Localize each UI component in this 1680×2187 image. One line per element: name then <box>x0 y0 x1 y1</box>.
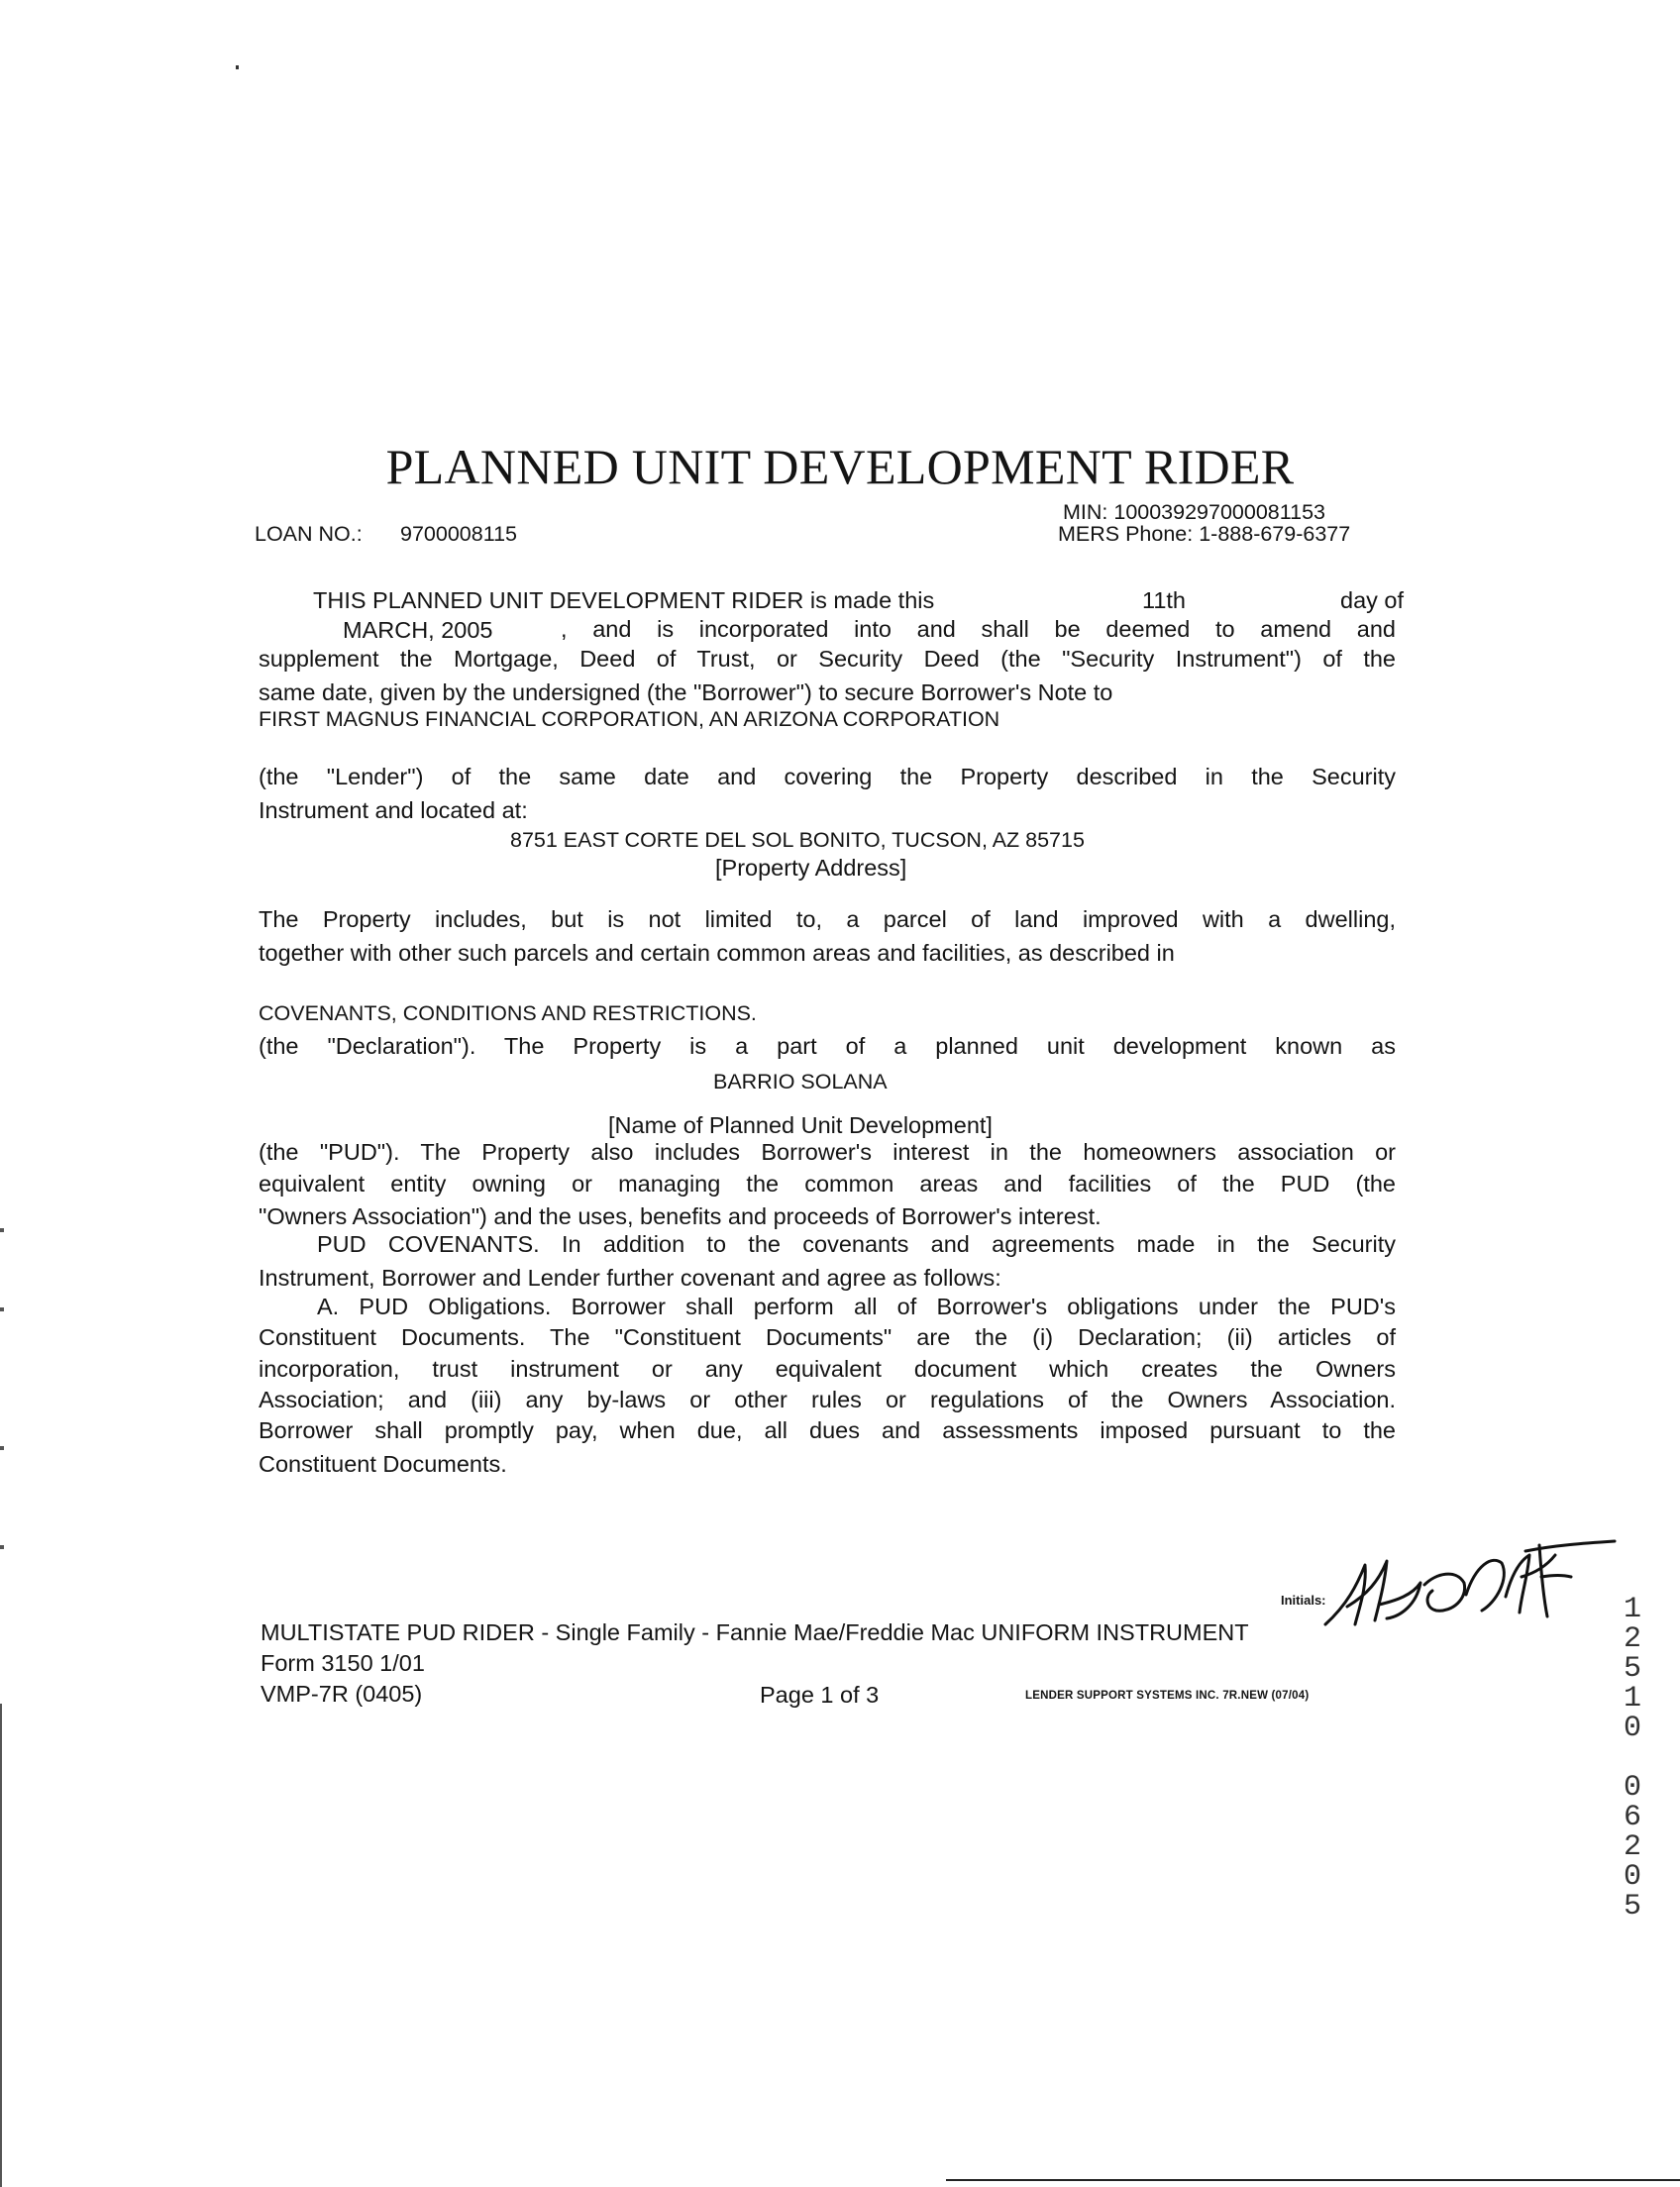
obligations-line-1: A. PUD Obligations. Borrower shall perform all of Borrower's obligations under the PUD's <box>317 1294 1396 1319</box>
scan-mark <box>0 1446 4 1450</box>
scan-bottom-line <box>946 2179 1680 2181</box>
footer-form: Form 3150 1/01 <box>261 1650 425 1676</box>
pud-name: BARRIO SOLANA <box>713 1070 888 1094</box>
property-address: 8751 EAST CORTE DEL SOL BONITO, TUCSON, AZ 85715 <box>510 828 1085 852</box>
intro-line-2: , and is incorporated into and shall be deemed to amend and <box>561 616 1396 642</box>
intro-line-3: supplement the Mortgage, Deed of Trust, or Security Deed (the "Security Instrument") of the <box>259 646 1396 672</box>
footer-instrument: MULTISTATE PUD RIDER - Single Family - Fannie Mae/Freddie Mac UNIFORM INSTRUMENT <box>261 1619 1249 1645</box>
includes-line-1: The Property includes, but is not limited to, a parcel of land improved with a dwelling, <box>259 906 1396 932</box>
margin-stamp-char: 2 <box>1623 1830 1641 1864</box>
margin-stamp-char <box>1613 1743 1652 1773</box>
scan-mark <box>0 1545 4 1549</box>
pud-line-3: "Owners Association") and the uses, benefits and proceeds of Borrower's interest. <box>259 1203 1102 1229</box>
intro-line-1: THIS PLANNED UNIT DEVELOPMENT RIDER is made this <box>313 587 935 613</box>
includes-line-2: together with other such parcels and certain common areas and facilities, as described in <box>259 940 1175 966</box>
mers-phone: MERS Phone: 1-888-679-6377 <box>1058 522 1351 546</box>
loan-number-label: LOAN NO.: <box>255 522 363 546</box>
lender-line-2: Instrument and located at: <box>259 797 528 823</box>
scan-edge-line <box>0 1704 2 2187</box>
intro-month-year: MARCH, 2005 <box>343 617 493 643</box>
obligations-line-2: Constituent Documents. The "Constituent Documents" are the (i) Declaration; (ii) articles of <box>259 1324 1396 1350</box>
property-address-label: [Property Address] <box>715 855 907 881</box>
margin-stamp-char: 1 <box>1623 1593 1641 1626</box>
margin-stamp-char: 0 <box>1623 1712 1641 1745</box>
scan-mark <box>0 1228 4 1232</box>
margin-stamp-char: 6 <box>1623 1801 1641 1834</box>
margin-stamp-char: 2 <box>1623 1622 1641 1656</box>
pud-line-2: equivalent entity owning or managing the common areas and facilities of the PUD (the <box>259 1171 1396 1197</box>
covenants-line-2: Instrument, Borrower and Lender further covenant and agree as follows: <box>259 1265 1001 1291</box>
lender-name: FIRST MAGNUS FINANCIAL CORPORATION, AN ARIZONA CORPORATION <box>259 707 1000 731</box>
footer-lender-support: LENDER SUPPORT SYSTEMS INC. 7R.NEW (07/04) <box>1025 1690 1310 1702</box>
intro-line-4: same date, given by the undersigned (the "Borrower") to secure Borrower's Note to <box>259 679 1113 705</box>
margin-stamp-char: 1 <box>1623 1682 1641 1716</box>
obligations-line-6: Constituent Documents. <box>259 1451 507 1477</box>
intro-day: 11th <box>1142 587 1186 613</box>
margin-stamp-char: 0 <box>1623 1771 1641 1805</box>
obligations-line-4: Association; and (iii) any by-laws or other rules or regulations of the Owners Association. <box>259 1387 1396 1412</box>
scan-mark <box>0 1307 4 1311</box>
margin-stamp-char: 5 <box>1623 1652 1641 1686</box>
declaration-document: COVENANTS, CONDITIONS AND RESTRICTIONS. <box>259 1001 757 1025</box>
initials-signature <box>1317 1525 1625 1634</box>
pud-line-1: (the "PUD"). The Property also includes Borrower's interest in the homeowners association or <box>259 1139 1396 1165</box>
scan-dot <box>236 65 239 69</box>
margin-stamp <box>1613 1595 1652 1922</box>
min-number: MIN: 100039297000081153 <box>1063 500 1325 524</box>
pud-name-label: [Name of Planned Unit Development] <box>608 1112 993 1138</box>
intro-day-of: day of <box>1340 587 1405 613</box>
lender-line-1: (the "Lender") of the same date and covering the Property described in the Security <box>259 764 1396 789</box>
footer-vmp: VMP-7R (0405) <box>261 1681 423 1707</box>
margin-stamp-char: 5 <box>1623 1890 1641 1924</box>
obligations-line-3: incorporation, trust instrument or any equivalent document which creates the Owners <box>259 1356 1396 1382</box>
footer-page-number: Page 1 of 3 <box>760 1682 880 1708</box>
loan-number: 9700008115 <box>400 522 517 546</box>
initials-label: Initials: <box>1281 1593 1326 1608</box>
declaration-line: (the "Declaration"). The Property is a part of a planned unit development known as <box>259 1033 1396 1059</box>
margin-stamp-char: 0 <box>1623 1860 1641 1894</box>
covenants-line-1: PUD COVENANTS. In addition to the covenants and agreements made in the Security <box>317 1231 1396 1257</box>
obligations-line-5: Borrower shall promptly pay, when due, all dues and assessments imposed pursuant to the <box>259 1417 1396 1443</box>
page-title: PLANNED UNIT DEVELOPMENT RIDER <box>385 439 1295 494</box>
